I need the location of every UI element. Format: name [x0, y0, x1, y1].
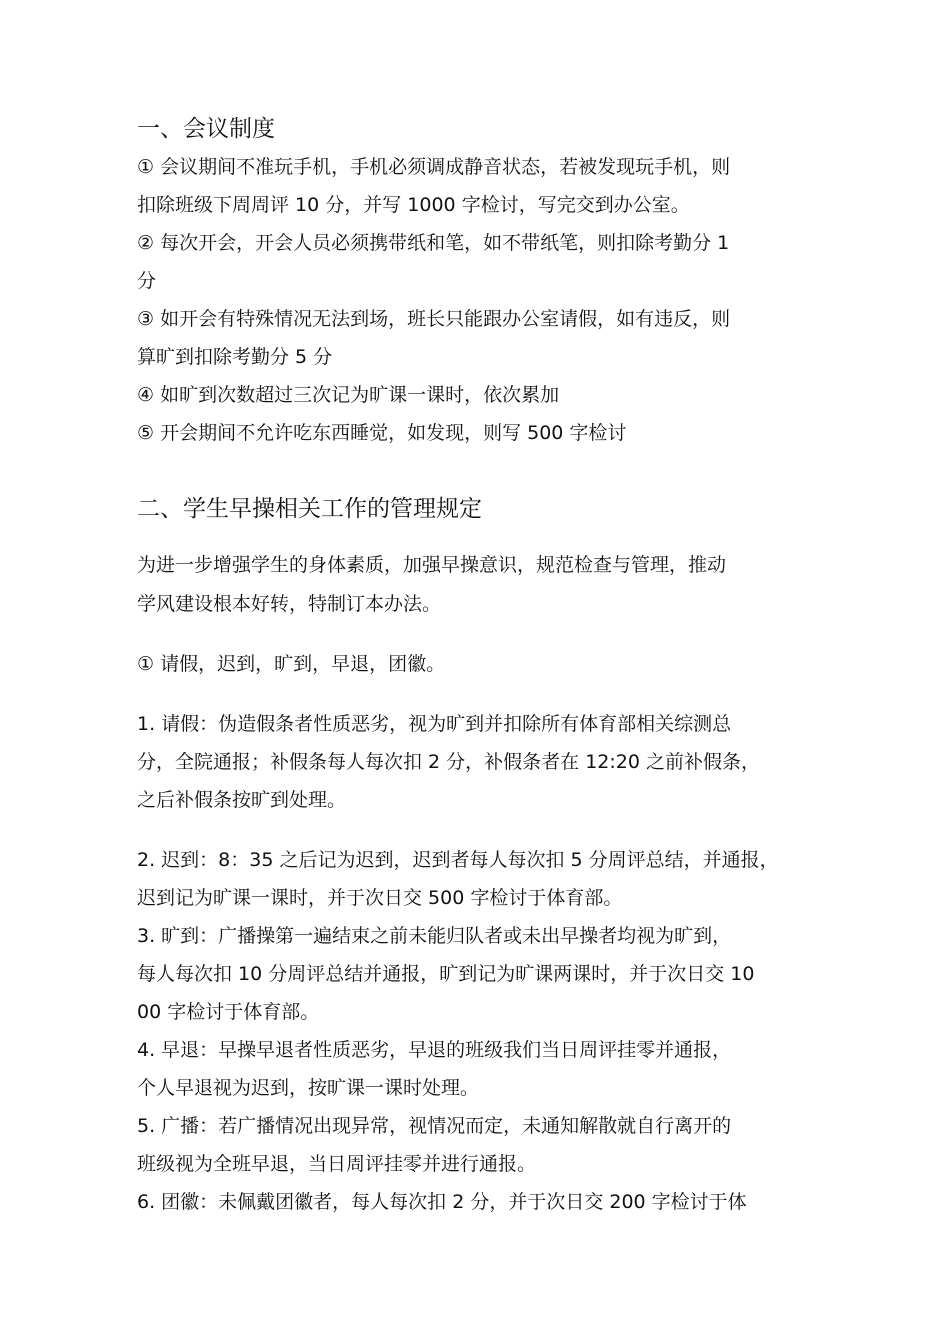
rule-line: 2. 迟到：8：35 之后记为迟到，迟到者每人每次扣 5 分周评总结，并通报， — [137, 849, 779, 871]
subheading: ① 请假，迟到，旷到，早退，团徽。 — [137, 653, 446, 675]
meeting-rule-line: 分 — [137, 270, 157, 292]
meeting-rule-line: 算旷到扣除考勤分 5 分 — [137, 346, 333, 368]
leave-rule-line: 1. 请假：伪造假条者性质恶劣，视为旷到并扣除所有体育部相关综测总 — [137, 713, 732, 735]
meeting-rule-line: ③ 如开会有特殊情况无法到场，班长只能跟办公室请假，如有违反，则 — [137, 308, 731, 330]
rule-line: 每人每次扣 10 分周评总结并通报，旷到记为旷课两课时，并于次日交 10 — [137, 963, 755, 985]
leave-rule-line: 分，全院通报；补假条每人每次扣 2 分，补假条者在 12:20 之前补假条， — [137, 751, 761, 773]
rule-line: 班级视为全班早退，当日周评挂零并进行通报。 — [137, 1153, 537, 1175]
rule-line: 5. 广播：若广播情况出现异常，视情况而定，未通知解散就自行离开的 — [137, 1115, 732, 1137]
meeting-rule-line: ⑤ 开会期间不允许吃东西睡觉，如发现，则写 500 字检讨 — [137, 422, 627, 444]
rule-line: 个人早退视为迟到，按旷课一课时处理。 — [137, 1077, 480, 1099]
intro-line: 学风建设根本好转，特制订本办法。 — [137, 593, 442, 615]
rule-line: 迟到记为旷课一课时，并于次日交 500 字检讨于体育部。 — [137, 887, 623, 909]
meeting-rule-line: ④ 如旷到次数超过三次记为旷课一课时，依次累加 — [137, 384, 560, 406]
meeting-rule-line: ② 每次开会，开会人员必须携带纸和笔，如不带纸笔，则扣除考勤分 1 — [137, 232, 730, 254]
leave-rule-line: 之后补假条按旷到处理。 — [137, 789, 347, 811]
rule-line: 6. 团徽：未佩戴团徽者，每人每次扣 2 分，并于次日交 200 字检讨于体 — [137, 1191, 747, 1213]
intro-line: 为进一步增强学生的身体素质，加强早操意识，规范检查与管理，推动 — [137, 554, 727, 576]
section-1-heading: 一、会议制度 — [137, 116, 275, 142]
rule-line: 4. 早退：早操早退者性质恶劣，早退的班级我们当日周评挂零并通报， — [137, 1039, 732, 1061]
meeting-rule-line: ① 会议期间不准玩手机，手机必须调成静音状态，若被发现玩手机，则 — [137, 156, 731, 178]
meeting-rule-line: 扣除班级下周周评 10 分，并写 1000 字检讨，写完交到办公室。 — [137, 194, 690, 216]
rule-line: 3. 旷到：广播操第一遍结束之前未能归队者或未出早操者均视为旷到， — [137, 925, 732, 947]
section-2-heading: 二、学生早操相关工作的管理规定 — [137, 496, 482, 522]
rule-line: 00 字检讨于体育部。 — [137, 1001, 320, 1023]
